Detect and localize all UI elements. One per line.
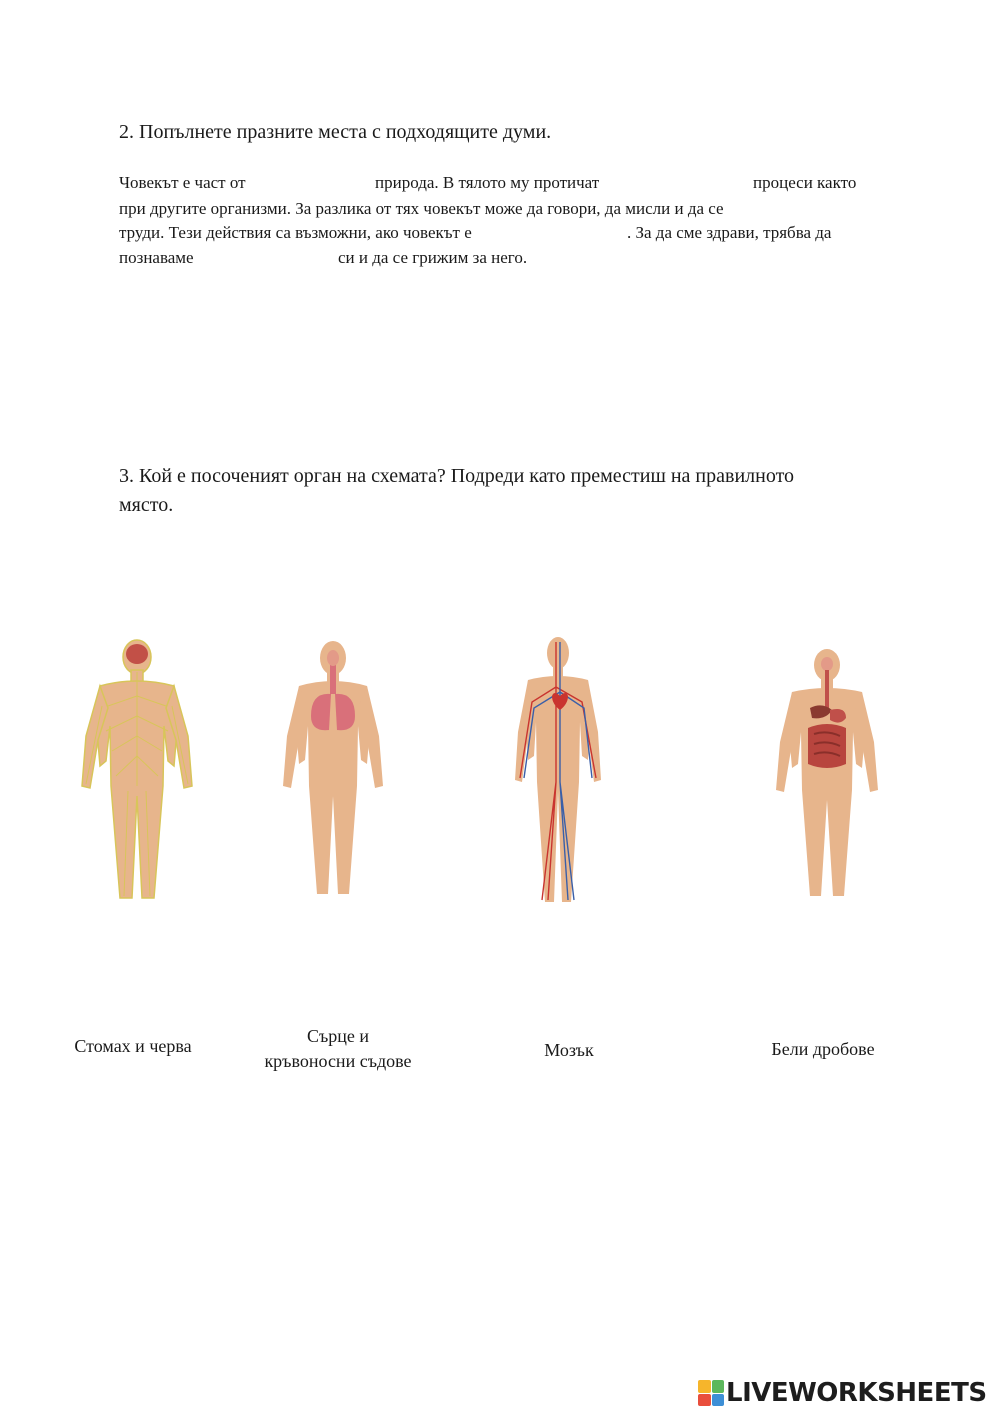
text-segment: процеси както [753, 173, 857, 192]
respiratory-system-figure [281, 636, 385, 908]
text-segment: Човекът е част от [119, 173, 246, 192]
question-2-line-2 [119, 197, 879, 221]
text-segment: природа. В тялото му протичат [375, 173, 600, 192]
question-2-title: 2. Попълнете празните места с подходящите думи. [119, 121, 552, 143]
label-stomach-intestines[interactable]: Стомах и черва [74, 1036, 192, 1056]
liveworksheets-wordmark: LIVEWORKSHEETS [726, 1378, 987, 1408]
question-2-line-3 [119, 221, 879, 245]
text-segment: труди. Тези действия са възможни, ако човекът е [119, 223, 472, 242]
label-heart-vessels[interactable] [246, 1024, 430, 1074]
question-2-line-4 [119, 246, 879, 270]
text-segment: си и да се грижим за него. [338, 248, 528, 267]
nervous-system-figure [78, 636, 196, 912]
label-heart-line-2: кръвоносни съдове [264, 1051, 412, 1071]
circulatory-system-figure [512, 632, 604, 914]
label-lungs[interactable]: Бели дробове [771, 1039, 875, 1059]
question-3-title: 3. Кой е посоченият орган на схемата? Подреди като преместиш на правилното място. [119, 465, 795, 516]
digestive-system-figure [772, 644, 882, 908]
question-2-line-1 [119, 171, 879, 195]
text-segment: при другите организми. За разлика от тях човекът може да говори, да мисли и да се [119, 199, 724, 218]
text-segment: . За да сме здрави, трябва да [627, 223, 832, 242]
label-heart-line-1: Сърце и [306, 1026, 370, 1046]
text-segment: познаваме [119, 248, 194, 267]
liveworksheets-brand [698, 1377, 987, 1409]
label-brain[interactable]: Мозък [544, 1040, 594, 1060]
liveworksheets-logo-icon [698, 1380, 724, 1406]
